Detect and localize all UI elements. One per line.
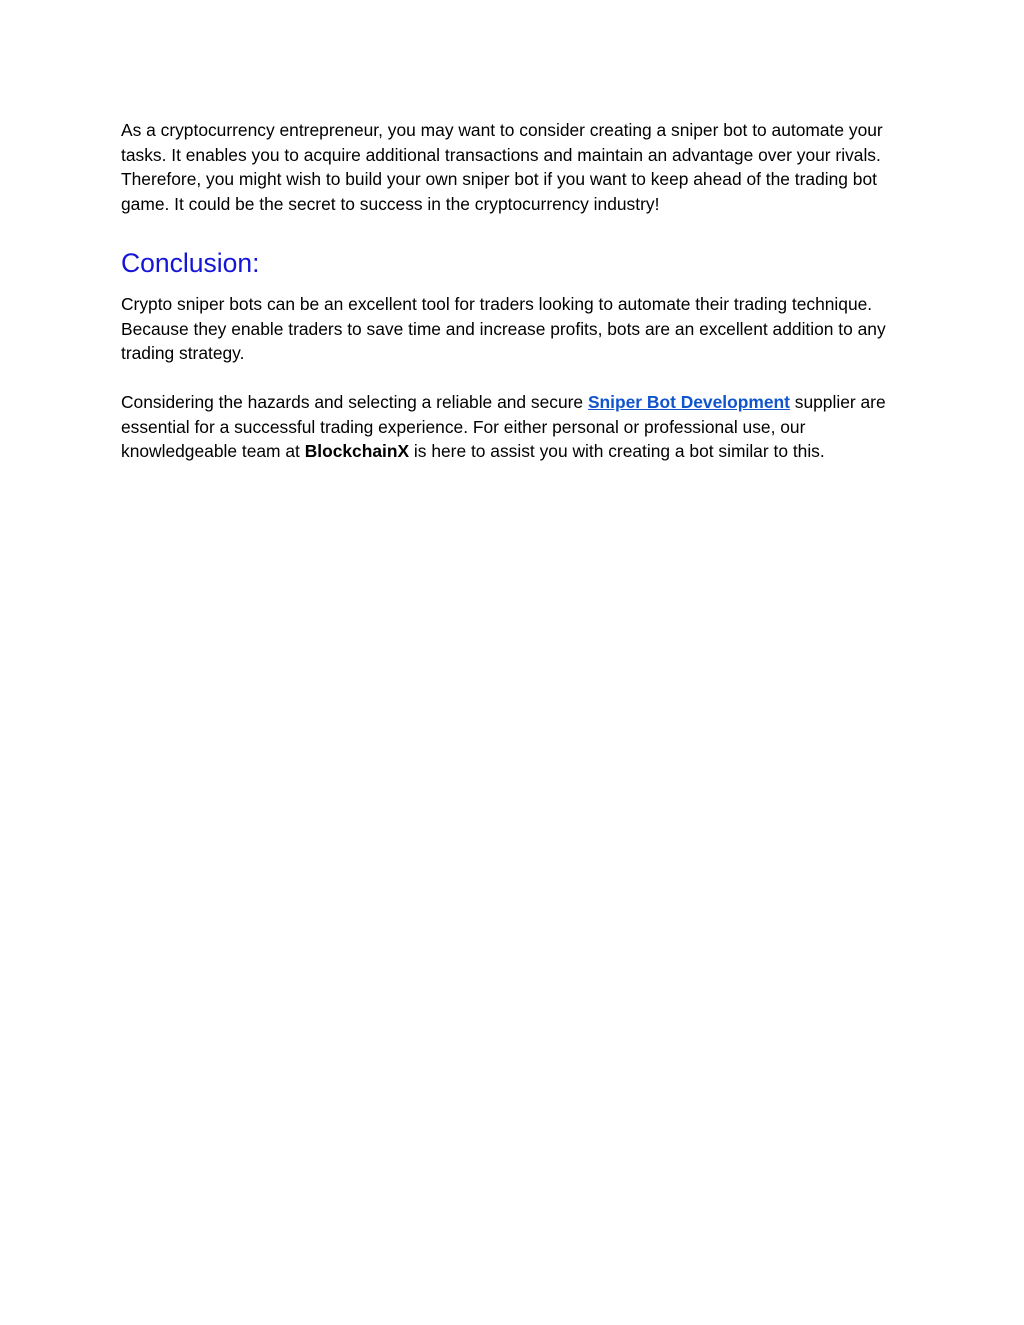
intro-paragraph: As a cryptocurrency entrepreneur, you may want to consider creating a sniper bot to automate your tasks. It enables you to acquire additional transactions and maintain an advantage over your rivals. Therefore, you might wish to build your own sniper bot if you want to keep ahead of the trading bot game. It could be the secret to success in the cryptocurrency industry! (121, 120, 883, 214)
closing-text-start: Considering the hazards and selecting a reliable and secure (121, 392, 588, 412)
document-body (121, 118, 911, 464)
closing-paragraph (121, 390, 911, 464)
sniper-bot-development-link[interactable]: Sniper Bot Development (587, 392, 790, 412)
closing-text-middle: supplier are essential for a successful trading experience. For either personal or professional use, our knowledgeable team at (121, 392, 886, 461)
conclusion-heading: Conclusion: (121, 248, 260, 278)
conclusion-paragraph: Crypto sniper bots can be an excellent tool for traders looking to automate their trading technique. Because they enable traders to save time and increase profits, bots are an excellent addition to any trading strategy. (121, 294, 886, 363)
brand-name: BlockchainX (304, 441, 410, 461)
closing-text-end: is here to assist you with creating a bot similar to this. (409, 441, 825, 461)
